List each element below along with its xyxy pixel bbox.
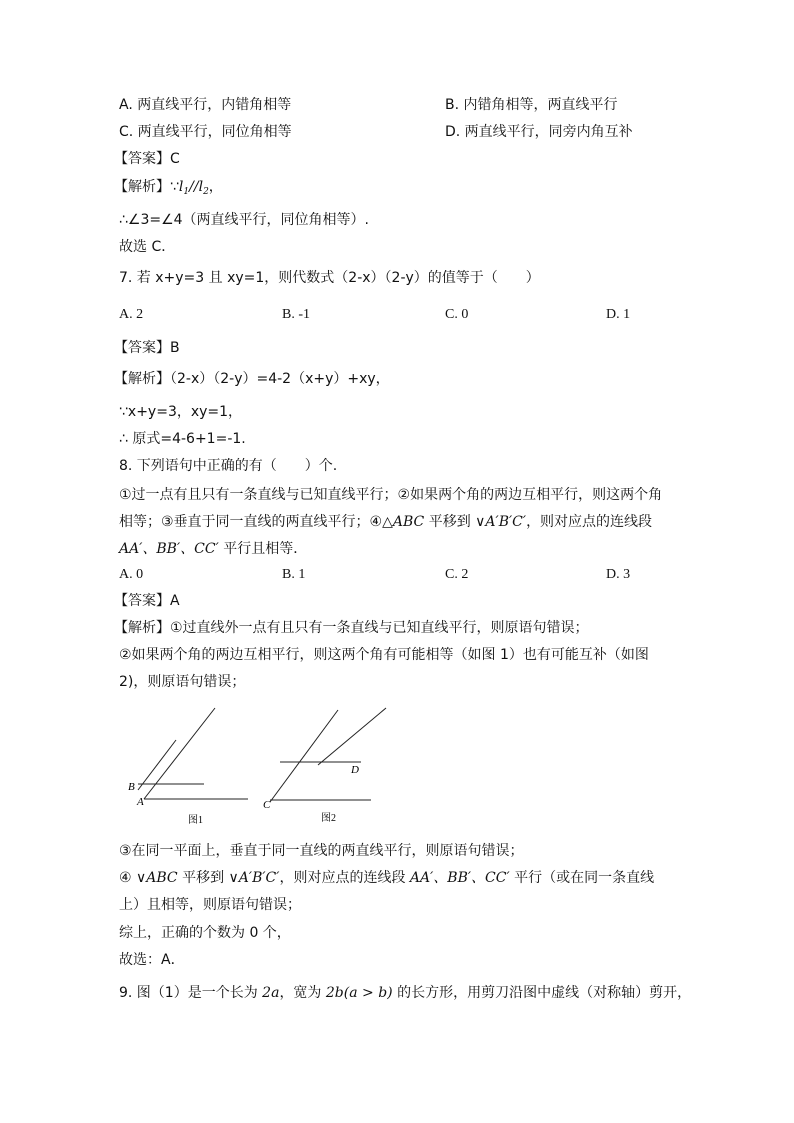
q9-stem	[119, 984, 691, 1002]
text: 9. 图（1）是一个长为	[119, 985, 263, 1001]
q7-option-d: D. 1	[606, 307, 631, 322]
q8-summary: 综上，正确的个数为 0 个，	[119, 925, 291, 941]
text: 平行（或在同一条直线	[509, 870, 655, 886]
fig2-label-d: D	[351, 764, 359, 776]
width-value: 2b	[325, 985, 344, 1001]
q8-analysis4: ③在同一平面上，垂直于同一直线的两直线平行，则原语句错误；	[119, 843, 524, 859]
q6-option-b: B. 内错角相等，两直线平行	[445, 97, 618, 113]
q8-line2	[119, 513, 652, 531]
fig2-label-c: C	[263, 799, 271, 811]
answer-label: 【答案】	[114, 151, 170, 167]
q8-analysis5	[119, 869, 654, 887]
condition: (a > b)	[343, 985, 393, 1001]
text: 平移到	[424, 514, 476, 530]
text: ④	[119, 870, 137, 886]
line-l2: l	[198, 179, 204, 195]
q7-step2: ∵x+y=3，xy=1，	[119, 404, 243, 420]
q7-stem: 7. 若 x+y=3 且 xy=1，则代数式（2-x）（2-y）的值等于（ ）	[119, 270, 540, 286]
line-l1-sub: 1	[183, 187, 190, 197]
fig2-line	[318, 708, 386, 765]
fig2-line	[270, 710, 338, 802]
because-symbol: ∵	[170, 179, 179, 195]
segments: AA′、BB′、CC′	[409, 870, 510, 886]
q7-step3: ∴ 原式=4-6+1=-1.	[119, 431, 246, 447]
q8-option-c: C. 2	[445, 567, 469, 582]
text: 平行且相等．	[218, 541, 308, 557]
line-l2-sub: 2	[203, 187, 209, 197]
q6-answer	[114, 150, 180, 168]
q7-option-b: B. -1	[282, 307, 310, 322]
text: 平移到	[177, 870, 229, 886]
q6-analysis	[114, 178, 223, 201]
q6-conclusion: 故选 C．	[119, 239, 176, 255]
analysis-label: 【解析】	[114, 371, 170, 387]
q8-analysis3: 2)，则原语句错误；	[119, 674, 246, 690]
q8-stem: 8. 下列语句中正确的有（ ）个.	[119, 458, 338, 474]
q6-option-c: C. 两直线平行，同位角相等	[119, 124, 292, 140]
q7-option-a: A. 2	[119, 307, 144, 322]
answer-label: 【答案】	[114, 593, 170, 609]
line-l1: l	[178, 179, 184, 195]
triangle-abc-prime: ∨A′B′C′	[475, 514, 527, 530]
triangle-abc: ∨ABC	[136, 870, 178, 886]
answer-label: 【答案】	[114, 340, 170, 356]
q8-answer	[114, 592, 180, 610]
fig1-label-b: B	[128, 781, 135, 793]
answer-value: C	[170, 151, 180, 167]
q8-analysis2: ②如果两个角的两边互相平行，则这两个角有可能相等（如图 1）也有可能互补（如图	[119, 647, 649, 663]
q8-conclusion: 故选：A．	[119, 952, 185, 968]
q8-option-b: B. 1	[282, 567, 306, 582]
q7-option-c: C. 0	[445, 307, 469, 322]
q6-option-a: A. 两直线平行，内错角相等	[119, 97, 292, 113]
text: ，则对应点的连线段	[279, 870, 410, 886]
answer-value: A	[170, 593, 180, 609]
text: ，则对应点的连线段	[526, 514, 653, 530]
answer-value: B	[170, 340, 180, 356]
q7-answer	[114, 339, 180, 357]
comma: ，	[208, 179, 223, 195]
q8-line3	[119, 540, 307, 558]
text: 的长方形，用剪刀沿图中虚线（对称轴）剪开，	[392, 985, 692, 1001]
q8-analysis6: 上）且相等，则原语句错误；	[119, 897, 301, 913]
segments: AA′、BB′、CC′	[119, 541, 219, 557]
parallel-symbol: //	[189, 179, 199, 195]
fig1-label-a: A	[137, 796, 144, 808]
q8-figure	[118, 700, 388, 830]
fig1-caption: 图1	[188, 815, 203, 826]
q7-analysis	[114, 370, 390, 388]
q8-analysis1	[114, 619, 589, 637]
analysis-text: （2-x）（2-y）=4-2（x+y）+xy，	[170, 371, 390, 387]
q6-option-d: D. 两直线平行，同旁内角互补	[445, 124, 633, 140]
triangle-abc: △ABC	[382, 514, 425, 530]
q8-line1: ①过一点有且只有一条直线与已知直线平行；②如果两个角的两边互相平行，则这两个角	[119, 487, 663, 503]
text: ，宽为	[279, 985, 326, 1001]
fig1-line	[144, 708, 215, 799]
q8-option-a: A. 0	[119, 567, 144, 582]
text: 相等；③垂直于同一直线的两直线平行；④	[119, 514, 383, 530]
analysis-label: 【解析】	[114, 179, 170, 195]
q6-step2: ∴∠3=∠4（两直线平行，同位角相等）.	[119, 212, 370, 228]
analysis-text: ①过直线外一点有且只有一条直线与已知直线平行，则原语句错误；	[170, 620, 589, 636]
triangle-abc-prime: ∨A′B′C′	[228, 870, 280, 886]
q8-option-d: D. 3	[606, 567, 631, 582]
fig2-caption: 图2	[321, 813, 336, 824]
analysis-label: 【解析】	[114, 620, 170, 636]
length-value: 2a	[262, 985, 280, 1001]
